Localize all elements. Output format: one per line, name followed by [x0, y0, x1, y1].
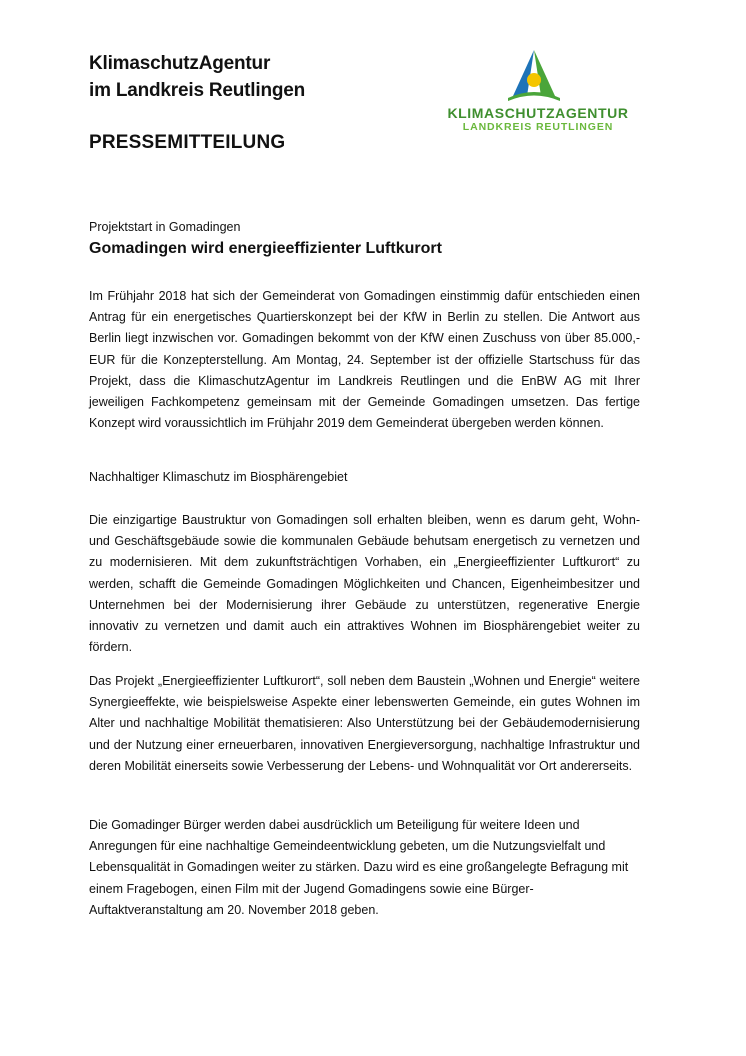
- logo-text-primary: KLIMASCHUTZAGENTUR: [447, 105, 629, 121]
- logo-mark-icon: [505, 48, 563, 102]
- paragraph-3: Das Projekt „Energieeffizienter Luftkurort“, soll neben dem Baustein „Wohnen und Energie“ weitere Synergieeffekte, wie beispielsweise Aspekte einer lebenswerten Gemeinde, ein gutes Wohnen im Alter und nachhaltige Mobilität thematisieren: Also Unterstützung bei der Gebäudemodernisierung und der Nutzung einer erneuerbaren, innovativen Energieversorgung, nachhaltige Infrastruktur und deren Mobilität einerseits sowie Verbesserung der Lebens- und Wohnqualität vor Ort andererseits.: [89, 674, 640, 773]
- paragraph-1: Im Frühjahr 2018 hat sich der Gemeinderat von Gomadingen einstimmig dafür entschieden einen Antrag für ein energetisches Quartierskonzept bei der KfW in Berlin zu stellen. Die Antwort aus Berlin liegt inzwischen vor. Gomadingen bekommt von der KfW einen Zuschuss von über 85.000,- EUR für die Konzepterstellung. Am Montag, 24. September ist der offizielle Startschuss für das Projekt, dass die KlimaschutzAgentur im Landkreis Reutlingen und die EnBW AG mit Ihrer jeweiligen Fachkompetenz gemeinsam mit der Gemeinde Gomadingen umsetzen. Das fertige Konzept wird voraussichtlich im Frühjahr 2019 dem Gemeinderat übergeben werden können.: [89, 289, 640, 431]
- paragraph-4: Die Gomadinger Bürger werden dabei ausdrücklich um Beteiligung für weitere Ideen und Anregungen für eine nachhaltige Gemeindeentwicklung gebeten, um die Nutzungsvielfalt und Lebensqualität in Gomadingen weiter zu stärken. Dazu wird es eine großangelegte Befragung mit einem Fragebogen, einen Film mit der Jugend Gomadingens sowie eine Bürger-Auftaktveranstaltung am 20. November 2018 geben.: [89, 818, 629, 917]
- organization-name-line2: im Landkreis Reutlingen: [89, 80, 306, 101]
- section-subheading: Nachhaltiger Klimaschutz im Biosphärengebiet: [89, 470, 348, 484]
- paragraph-2: Die einzigartige Baustruktur von Gomadingen soll erhalten bleiben, wenn es darum geht, Wohn- und Geschäftsgebäude sowie die kommunalen Gebäude behutsam energetisch zu vernetzen und zu modernisieren. Mit dem zukunftsträchtigen Vorhaben, ein „Energieeffizienter Luftkurort“ zu werden, schafft die Gemeinde Gomadingen Möglichkeiten und Chancen, Eigenheimbesitzer und Unternehmen bei der Modernisierung ihrer Gebäude zu unterstützen, regenerative Energie innovativ zu vernetzen und damit auch ein attraktives Wohnen im Biosphärengebiet weiter zu fördern.: [89, 513, 640, 655]
- article-kicker: Projektstart in Gomadingen: [89, 220, 241, 234]
- logo-text-secondary: LANDKREIS REUTLINGEN: [462, 121, 614, 133]
- organization-name-line1: KlimaschutzAgentur: [89, 53, 271, 74]
- document-type: PRESSEMITTEILUNG: [89, 132, 286, 153]
- article-headline: Gomadingen wird energieeffizienter Luftkurort: [89, 240, 442, 257]
- klimaschutzagentur-logo: [443, 48, 633, 136]
- organization-name: [89, 50, 305, 104]
